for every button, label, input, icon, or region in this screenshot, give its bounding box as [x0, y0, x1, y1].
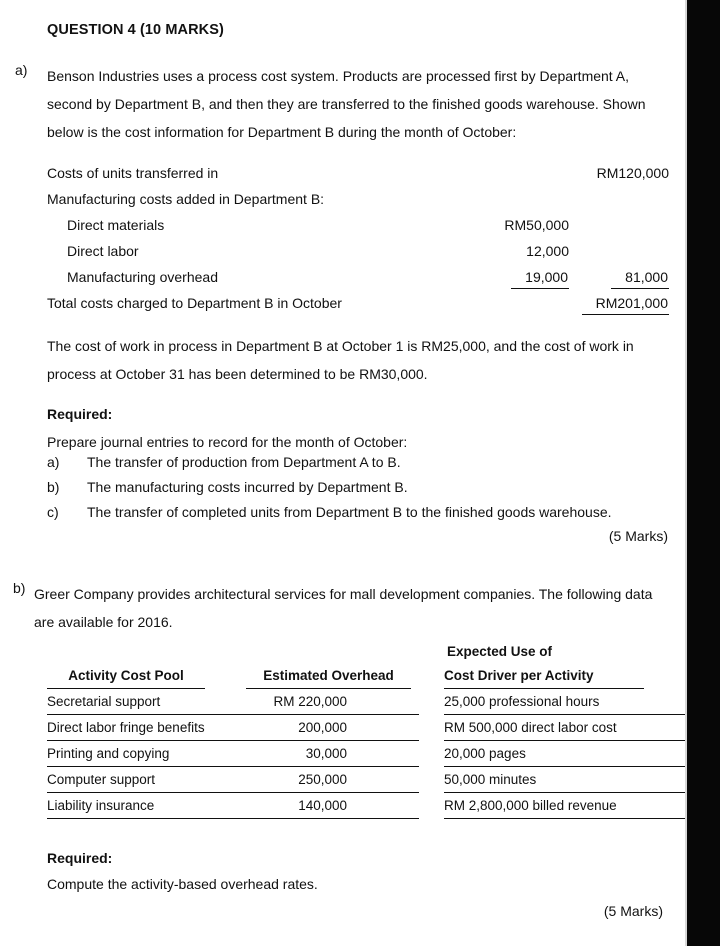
cost-row-amount-underlined: 19,000	[511, 267, 569, 289]
work-in-process-paragraph: The cost of work in process in Department B at October 1 is RM25,000, and the cost of work in process at October 31 has been determined to be RM30,000.	[47, 338, 634, 382]
compute-rates-line: Compute the activity-based overhead rates.	[47, 876, 318, 892]
cost-driver-value: 20,000 pages	[444, 742, 687, 767]
cost-information-table	[47, 160, 672, 316]
cost-row-subtotal-underlined: 81,000	[611, 267, 669, 289]
list-item	[47, 500, 672, 525]
table-cell-group	[47, 716, 419, 741]
list-item-label: The transfer of completed units from Department B to the finished goods warehouse.	[87, 504, 612, 520]
list-item-marker: b)	[47, 479, 60, 495]
table-row	[47, 264, 672, 290]
list-item-marker: c)	[47, 504, 59, 520]
activity-pool-name: Printing and copying	[47, 746, 170, 761]
activity-pool-name: Computer support	[47, 772, 156, 787]
column-header-cost-driver: Cost Driver per Activity	[444, 664, 644, 689]
estimated-overhead-value: 250,000	[298, 772, 347, 787]
marks-label-b: (5 Marks)	[603, 903, 663, 919]
table-row	[47, 186, 672, 212]
table-row	[47, 742, 672, 768]
activity-pool-name: Direct labor fringe benefits	[47, 720, 205, 735]
cost-driver-value: 25,000 professional hours	[444, 690, 687, 715]
required-label-b: Required:	[47, 850, 113, 866]
section-b-paragraph: Greer Company provides architectural services for mall development companies. The following data are available for 2016.	[34, 586, 653, 630]
list-item	[47, 450, 672, 475]
activity-cost-pool-table	[47, 640, 672, 820]
column-header-estimated-overhead: Estimated Overhead	[246, 664, 411, 689]
expected-use-of-label: Expected Use of	[447, 644, 553, 659]
table-cell-group	[47, 742, 419, 767]
activity-pool-name: Liability insurance	[47, 798, 155, 813]
table-row	[47, 290, 672, 316]
prepare-journal-entries-line: Prepare journal entries to record for the month of October:	[47, 434, 408, 450]
cost-row-label: Manufacturing overhead	[67, 269, 218, 285]
cost-row-subtotal	[577, 264, 669, 290]
list-item-label: The transfer of production from Department A to B.	[87, 454, 401, 470]
activity-pool-name: Secretarial support	[47, 694, 161, 709]
cost-row-label: Manufacturing costs added in Department B:	[47, 191, 325, 207]
table-row	[47, 716, 672, 742]
section-a-marker: a)	[15, 62, 28, 78]
table-cell-group	[47, 690, 419, 715]
estimated-overhead-value: RM 220,000	[273, 694, 347, 709]
table-header-row	[47, 664, 672, 690]
page-title: QUESTION 4 (10 MARKS)	[47, 22, 224, 38]
table-row	[47, 768, 672, 794]
table-row	[47, 238, 672, 264]
estimated-overhead-value: 200,000	[298, 720, 347, 735]
cost-row-label: Total costs charged to Department B in October	[47, 295, 342, 311]
cost-row-grand-total	[577, 290, 669, 316]
cost-row-amount	[447, 264, 569, 290]
cost-driver-value: RM 500,000 direct labor cost	[444, 716, 687, 741]
cost-driver-value: RM 2,800,000 billed revenue	[444, 794, 687, 819]
cost-row-label: Direct materials	[67, 217, 165, 233]
estimated-overhead-value: 30,000	[305, 746, 347, 761]
section-a-sub-list	[47, 450, 672, 525]
estimated-overhead-value: 140,000	[298, 798, 347, 813]
cost-row-label: Costs of units transferred in	[47, 165, 219, 181]
cost-row-label: Direct labor	[67, 243, 139, 259]
cost-driver-value: 50,000 minutes	[444, 768, 687, 793]
table-super-header	[47, 640, 672, 664]
list-item	[47, 475, 672, 500]
cost-row-amount: RM50,000	[504, 217, 569, 233]
column-header-activity-cost-pool: Activity Cost Pool	[47, 664, 205, 689]
cost-row-amount: 12,000	[526, 243, 569, 259]
required-label-a: Required:	[47, 406, 113, 422]
table-row	[47, 690, 672, 716]
section-a-paragraph: Benson Industries uses a process cost system. Products are processed first by Department A, second by Department B, and then they are transferred to the finished goods warehouse. Shown below is the cost information for Department B during the month of October:	[47, 68, 646, 140]
section-b-marker: b)	[13, 580, 26, 596]
table-row	[47, 212, 672, 238]
list-item-marker: a)	[47, 454, 60, 470]
table-row	[47, 160, 672, 186]
marks-label-a: (5 Marks)	[608, 528, 668, 544]
scan-dark-band	[687, 0, 720, 946]
cost-row-grand-total-underlined: RM201,000	[582, 293, 669, 315]
table-row	[47, 794, 672, 820]
table-cell-group	[47, 768, 419, 793]
list-item-label: The manufacturing costs incurred by Department B.	[87, 479, 408, 495]
cost-row-total: RM120,000	[596, 165, 669, 181]
table-cell-group	[47, 794, 419, 819]
